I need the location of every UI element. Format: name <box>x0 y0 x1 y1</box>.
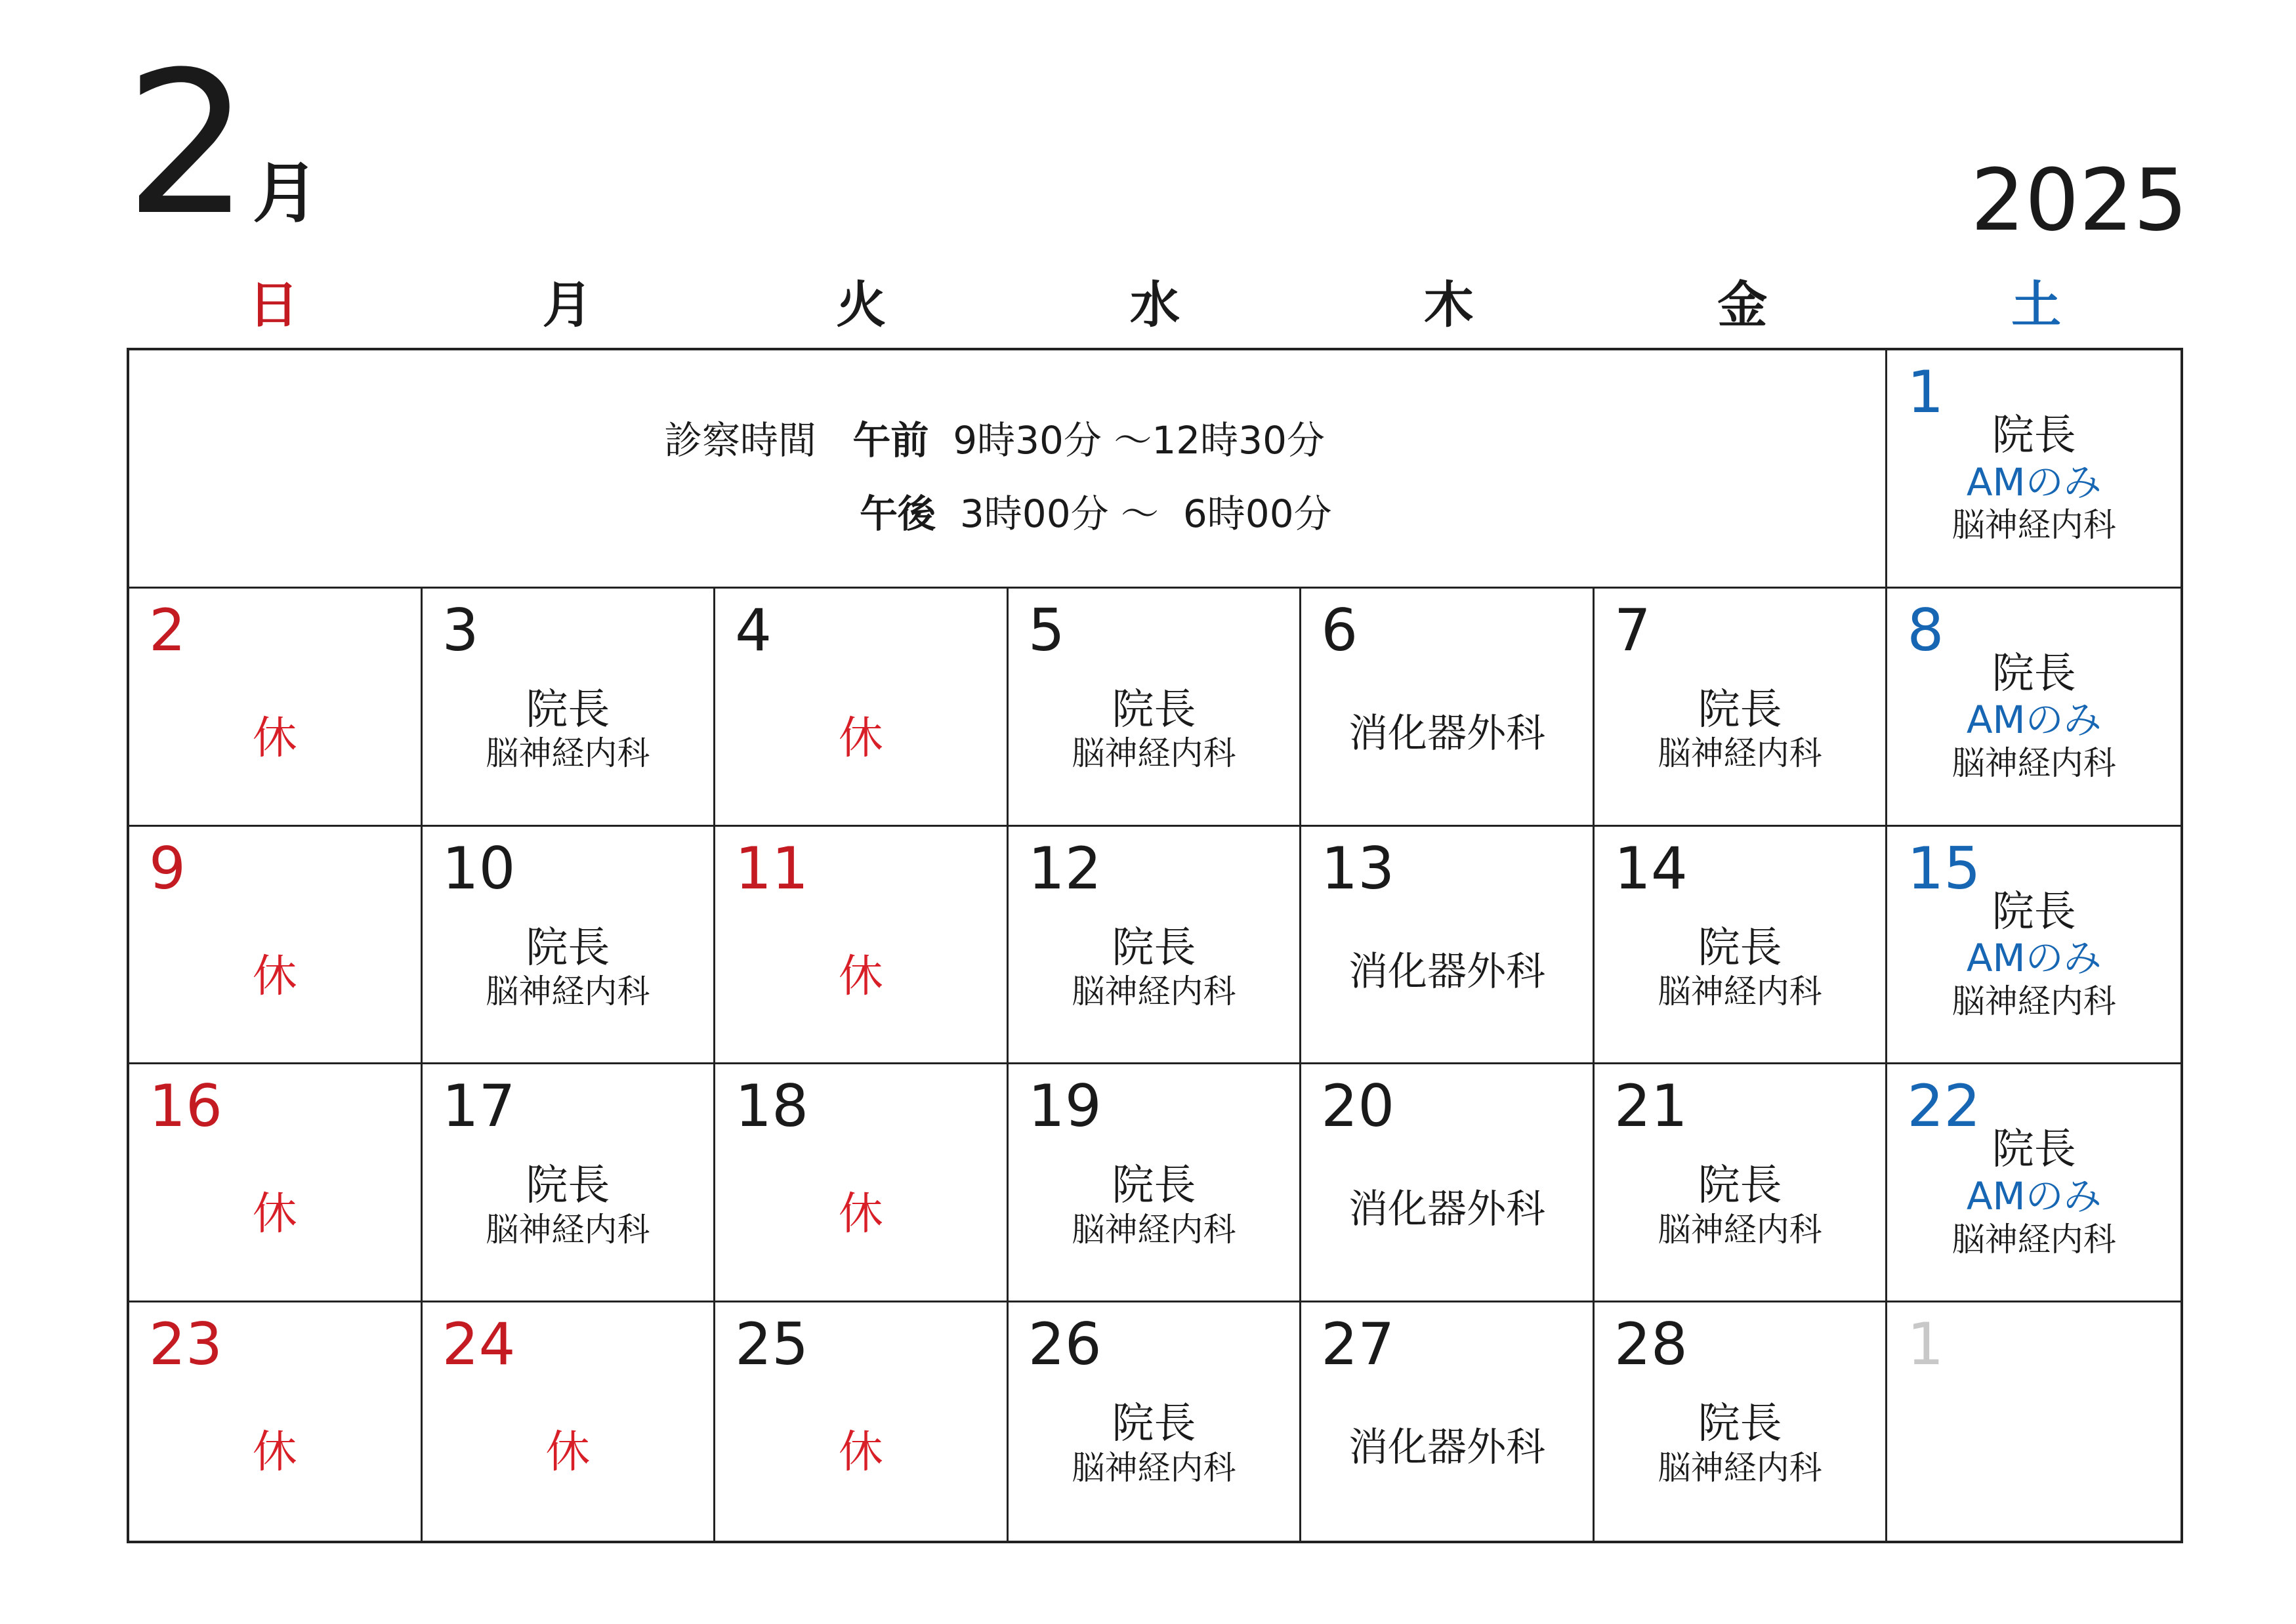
director-label: 院長 <box>1112 1161 1196 1211</box>
day-cell <box>715 1302 1009 1541</box>
day-schedule <box>1009 687 1300 774</box>
day-cell <box>1009 1302 1302 1541</box>
closed-label: 休 <box>838 1426 883 1479</box>
neurology-label: 脳神経内科 <box>1072 1211 1236 1249</box>
consultation-hours <box>129 350 1887 589</box>
day-number: 7 <box>1614 596 1651 664</box>
director-label: 院長 <box>1698 685 1782 734</box>
gi-surgery-label: 消化器外科 <box>1348 1425 1546 1471</box>
day-number: 21 <box>1614 1072 1688 1140</box>
day-cell <box>1595 1302 1888 1541</box>
day-cell <box>1887 589 2181 827</box>
weekday-saturday: 土 <box>2011 276 2062 334</box>
neurology-label: 脳神経内科 <box>486 1211 650 1249</box>
director-label: 院長 <box>1698 1400 1782 1449</box>
day-number: 28 <box>1614 1310 1688 1379</box>
pm-label: 午後 <box>860 491 936 536</box>
day-cell <box>715 827 1009 1065</box>
day-number: 1 <box>1907 1310 1944 1379</box>
month-number: 2 <box>125 30 250 259</box>
day-schedule <box>1595 1163 1886 1249</box>
director-label: 院長 <box>526 1161 610 1211</box>
closed-label: 休 <box>838 1188 883 1241</box>
day-schedule <box>1595 1401 1886 1488</box>
day-number: 9 <box>149 834 186 902</box>
weekday-friday: 金 <box>1717 276 1768 334</box>
hours-label: 診察時間 <box>664 418 817 463</box>
day-number: 11 <box>735 834 809 902</box>
day-cell <box>1009 589 1302 827</box>
day-number: 23 <box>149 1310 222 1379</box>
weekday-header-row <box>127 269 2183 341</box>
day-schedule <box>423 925 714 1012</box>
day-number: 19 <box>1028 1072 1102 1140</box>
pm-time: 3時00分 ～ 6時00分 <box>959 491 1332 536</box>
director-label: 院長 <box>1698 1161 1782 1211</box>
month-unit: 月 <box>253 155 318 232</box>
day-schedule <box>1009 925 1300 1012</box>
day-number: 6 <box>1321 596 1358 664</box>
am-label: 午前 <box>852 418 929 463</box>
gi-surgery-label: 消化器外科 <box>1348 1186 1546 1233</box>
day-number: 4 <box>735 596 772 664</box>
day-number: 25 <box>735 1310 809 1379</box>
day-number: 13 <box>1321 834 1395 902</box>
day-number: 5 <box>1028 596 1065 664</box>
weekday-sunday: 日 <box>248 276 299 334</box>
neurology-label: 脳神経内科 <box>486 734 650 773</box>
day-cell <box>1009 827 1302 1065</box>
director-label: 院長 <box>1992 1125 2076 1175</box>
neurology-label: 脳神経内科 <box>1658 734 1822 773</box>
day-number: 16 <box>149 1072 222 1140</box>
day-cell <box>423 589 716 827</box>
neurology-label: 脳神経内科 <box>1658 1448 1822 1487</box>
day-schedule <box>1595 687 1886 774</box>
day-number: 20 <box>1321 1072 1395 1140</box>
neurology-label: 脳神経内科 <box>1072 734 1236 773</box>
day-schedule <box>1009 1163 1300 1249</box>
am-time: 9時30分 ～12時30分 <box>953 418 1325 463</box>
day-number: 15 <box>1907 834 1981 902</box>
day-schedule <box>1887 413 2181 545</box>
closed-label: 休 <box>252 950 297 1003</box>
calendar-grid <box>127 348 2183 1543</box>
day-cell <box>715 1064 1009 1302</box>
closed-label: 休 <box>545 1426 591 1479</box>
director-label: 院長 <box>1112 1400 1196 1449</box>
closed-label: 休 <box>252 712 297 764</box>
day-cell <box>129 827 423 1065</box>
neurology-label: 脳神経内科 <box>1952 506 2116 545</box>
day-cell <box>129 1064 423 1302</box>
director-label: 院長 <box>1112 923 1196 972</box>
day-schedule <box>1301 1163 1593 1233</box>
neurology-label: 脳神経内科 <box>1952 744 2116 783</box>
day-number: 10 <box>442 834 516 902</box>
day-cell <box>1887 827 2181 1065</box>
director-label: 院長 <box>1112 685 1196 734</box>
director-label: 院長 <box>1992 887 2076 936</box>
day-number: 3 <box>442 596 479 664</box>
day-number: 12 <box>1028 834 1102 902</box>
day-number: 27 <box>1321 1310 1395 1379</box>
neurology-label: 脳神経内科 <box>1658 1211 1822 1249</box>
day-schedule <box>1887 1127 2181 1259</box>
day-number: 2 <box>149 596 186 664</box>
closed-label: 休 <box>252 1426 297 1479</box>
day-cell <box>1595 827 1888 1065</box>
day-schedule <box>423 1163 714 1249</box>
gi-surgery-label: 消化器外科 <box>1348 710 1546 757</box>
am-only-label: AMのみ <box>1966 1174 2102 1219</box>
day-cell <box>129 589 423 827</box>
day-cell <box>129 1302 423 1541</box>
neurology-label: 脳神経内科 <box>1952 1220 2116 1259</box>
day-schedule <box>1887 651 2181 783</box>
day-schedule <box>1009 1401 1300 1488</box>
day-number: 14 <box>1614 834 1688 902</box>
day-cell <box>1301 1064 1595 1302</box>
day-cell <box>1887 1302 2181 1541</box>
director-label: 院長 <box>526 685 610 734</box>
am-only-label: AMのみ <box>1966 459 2102 505</box>
day-number: 24 <box>442 1310 516 1379</box>
day-schedule <box>1301 1401 1593 1471</box>
neurology-label: 脳神経内科 <box>1072 972 1236 1011</box>
gi-surgery-label: 消化器外科 <box>1348 948 1546 995</box>
day-cell <box>423 1302 716 1541</box>
day-cell <box>1887 350 2181 589</box>
day-schedule <box>1595 925 1886 1012</box>
closed-label: 休 <box>838 950 883 1003</box>
weekday-monday: 月 <box>542 276 593 334</box>
director-label: 院長 <box>1992 411 2076 460</box>
neurology-label: 脳神経内科 <box>486 972 650 1011</box>
day-cell <box>1009 1064 1302 1302</box>
weekday-thursday: 木 <box>1423 276 1474 334</box>
day-cell <box>1301 1302 1595 1541</box>
year: 2025 <box>1971 150 2188 250</box>
day-number: 1 <box>1907 358 1944 426</box>
day-cell <box>1301 827 1595 1065</box>
day-number: 8 <box>1907 596 1944 664</box>
director-label: 院長 <box>526 923 610 972</box>
closed-label: 休 <box>252 1188 297 1241</box>
day-schedule <box>1887 889 2181 1021</box>
day-cell <box>1595 589 1888 827</box>
neurology-label: 脳神経内科 <box>1658 972 1822 1011</box>
weekday-tuesday: 火 <box>836 276 887 334</box>
day-schedule <box>1301 687 1593 757</box>
day-number: 18 <box>735 1072 809 1140</box>
director-label: 院長 <box>1698 923 1782 972</box>
director-label: 院長 <box>1992 649 2076 698</box>
neurology-label: 脳神経内科 <box>1072 1448 1236 1487</box>
day-number: 17 <box>442 1072 516 1140</box>
day-schedule <box>1301 925 1593 995</box>
weekday-wednesday: 水 <box>1129 276 1180 334</box>
day-cell <box>1595 1064 1888 1302</box>
hours-am-line <box>664 418 1325 463</box>
day-number: 26 <box>1028 1310 1102 1379</box>
closed-label: 休 <box>838 712 883 764</box>
day-cell <box>715 589 1009 827</box>
day-cell <box>1301 589 1595 827</box>
hours-pm-line <box>860 491 1332 536</box>
day-cell <box>423 1064 716 1302</box>
day-schedule <box>423 687 714 774</box>
neurology-label: 脳神経内科 <box>1952 982 2116 1020</box>
day-cell <box>1887 1064 2181 1302</box>
day-cell <box>423 827 716 1065</box>
am-only-label: AMのみ <box>1966 936 2102 981</box>
day-number: 22 <box>1907 1072 1981 1140</box>
am-only-label: AMのみ <box>1966 697 2102 743</box>
